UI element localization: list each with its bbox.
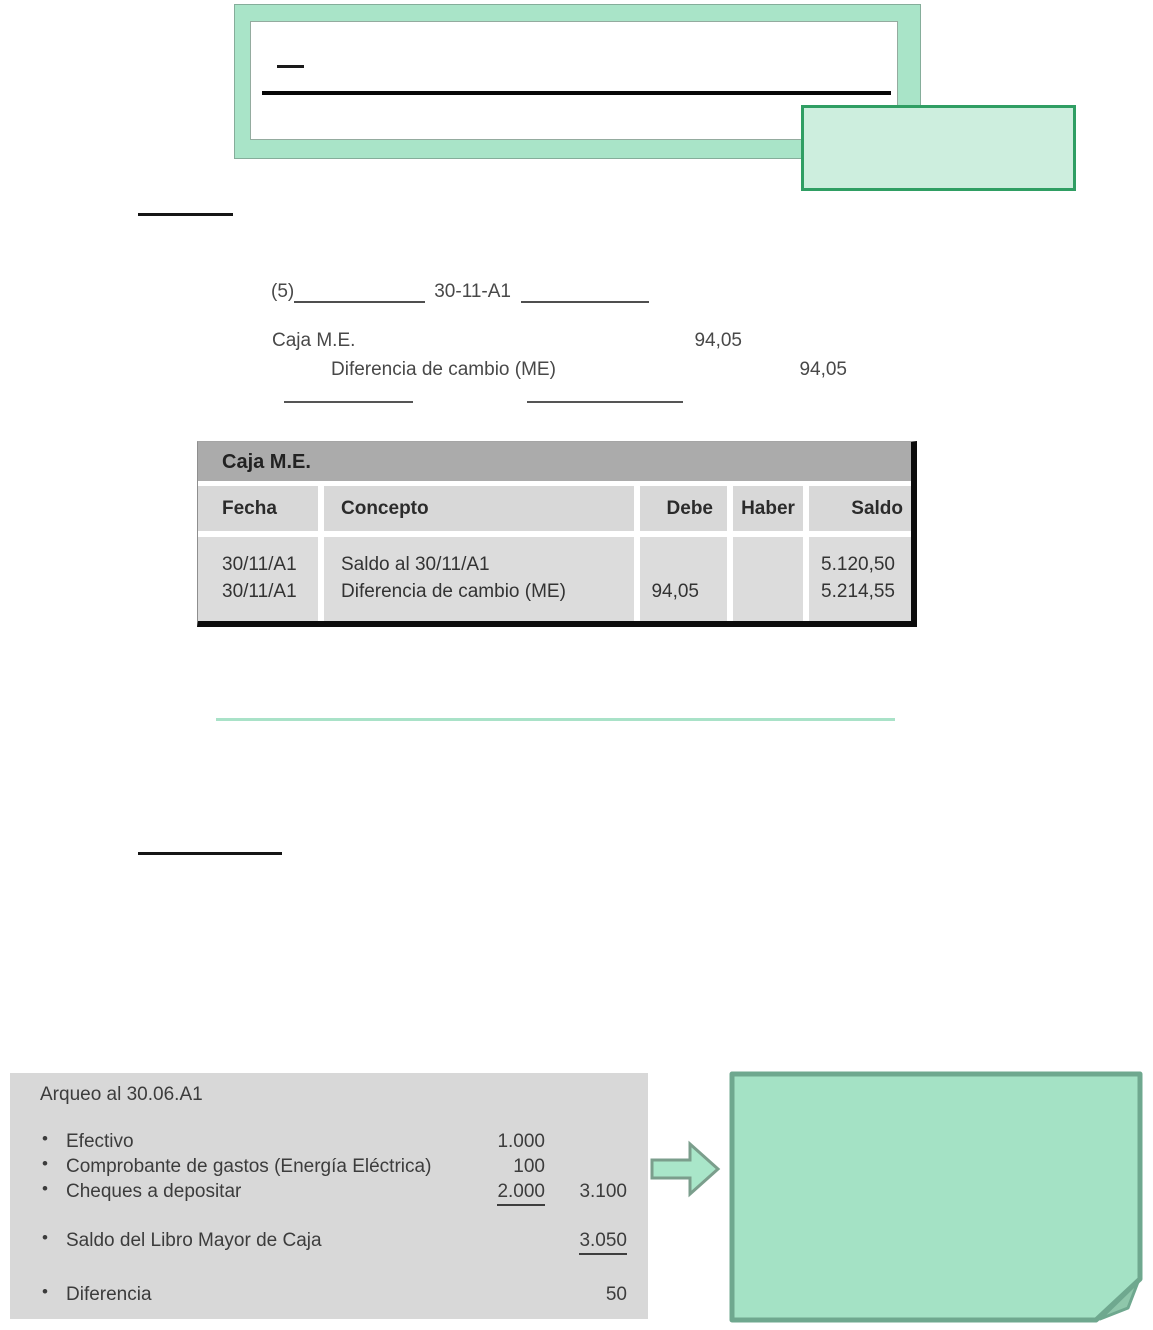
- table-cell: 5.120,50: [821, 554, 895, 575]
- table-cell: 5.214,55: [821, 581, 895, 602]
- ledger-col-haber: [733, 537, 803, 621]
- ledger-col-debe: [640, 537, 727, 621]
- ledger-title: Caja M.E.: [198, 442, 911, 481]
- journal-debit-amount: 94,05: [694, 330, 742, 351]
- banner-long-rule: [262, 91, 891, 95]
- column-header-concepto: Concepto: [324, 486, 634, 531]
- bullet-icon: •: [42, 1129, 48, 1148]
- bullet-icon: •: [42, 1154, 48, 1173]
- table-cell: [733, 578, 803, 605]
- item-amount: 50: [605, 1284, 627, 1305]
- journal-closing-rule: [527, 401, 683, 403]
- journal-entry-number: (5): [271, 281, 295, 302]
- item-subtotal: 3.100: [579, 1181, 627, 1202]
- section-divider: [216, 718, 895, 721]
- callout-box: [801, 105, 1076, 191]
- column-header-haber: Haber: [733, 486, 803, 531]
- table-cell: [640, 551, 713, 578]
- table-cell: 30/11/A1: [222, 581, 297, 602]
- journal-credit-account: Diferencia de cambio (ME): [331, 359, 556, 380]
- item-label: Diferencia: [66, 1284, 152, 1305]
- arqueo-title: Arqueo al 30.06.A1: [40, 1084, 203, 1105]
- journal-entry-date: 30-11-A1: [434, 281, 511, 302]
- bullet-icon: •: [42, 1228, 48, 1247]
- journal-blank-line: [294, 281, 425, 303]
- column-header-debe: Debe: [640, 486, 727, 531]
- ledger-col-saldo: [809, 537, 911, 621]
- table-cell: 94,05: [651, 581, 699, 602]
- table-cell: Saldo al 30/11/A1: [341, 554, 490, 575]
- item-amount: 100: [513, 1156, 545, 1177]
- list-item: [10, 1181, 648, 1205]
- item-label: Comprobante de gastos (Energía Eléctrica): [66, 1156, 432, 1177]
- ledger-header-row: [198, 486, 911, 531]
- column-header-fecha: Fecha: [198, 486, 318, 531]
- table-cell: [733, 551, 803, 578]
- bullet-icon: •: [42, 1282, 48, 1301]
- ledger-col-fecha: [198, 537, 318, 621]
- list-item: [10, 1131, 648, 1155]
- item-label: Efectivo: [66, 1131, 134, 1152]
- right-arrow-icon: [649, 1139, 721, 1199]
- item-label: Saldo del Libro Mayor de Caja: [66, 1230, 322, 1251]
- item-amount: 1.000: [497, 1131, 545, 1152]
- item-amount-underlined: 3.050: [560, 1230, 627, 1255]
- banner-short-rule: [277, 65, 304, 68]
- sticky-note: [729, 1071, 1144, 1324]
- item-label: Cheques a depositar: [66, 1181, 242, 1202]
- journal-credit-amount: 94,05: [799, 359, 847, 380]
- bullet-icon: •: [42, 1179, 48, 1198]
- item-amount-underlined: 2.000: [430, 1181, 545, 1206]
- ledger-table: [197, 441, 917, 627]
- list-item: [10, 1230, 648, 1254]
- journal-entry-header: [271, 281, 649, 303]
- heading-underline: [138, 213, 233, 216]
- column-header-saldo: Saldo: [809, 486, 911, 531]
- ledger-col-concepto: [324, 537, 634, 621]
- list-item: [10, 1284, 648, 1308]
- arqueo-panel: [10, 1073, 648, 1319]
- journal-debit-account: Caja M.E.: [272, 330, 356, 351]
- list-item: [10, 1156, 648, 1180]
- journal-blank-line: [521, 281, 649, 303]
- table-cell: Diferencia de cambio (ME): [341, 581, 566, 602]
- table-cell: 30/11/A1: [222, 554, 297, 575]
- ledger-body: [198, 537, 911, 621]
- heading-underline: [138, 852, 282, 855]
- journal-closing-rule: [284, 401, 413, 403]
